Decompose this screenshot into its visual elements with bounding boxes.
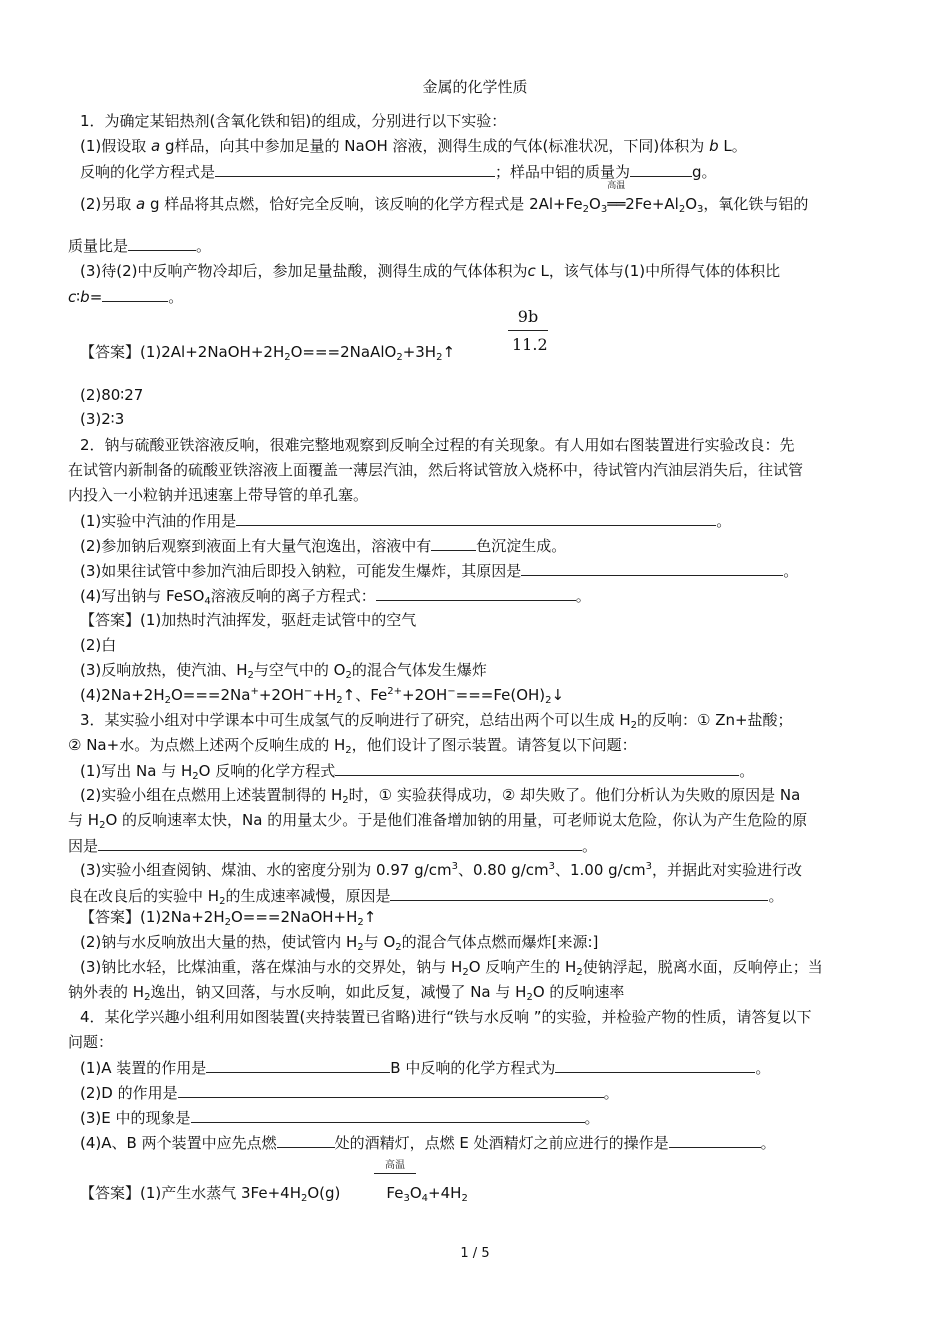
- q1-part1-line2: 反响的化学方程式是 ；样品中铝的质量为 g。: [80, 160, 717, 183]
- q3-part3-line2: 良在改良后的实验中 $H_2$的生成速率减慢，原因是 。: [68, 884, 783, 907]
- q1-stem: 1．为确定某铝热剂(含氧化铁和铝)的组成，分别进行以下实验：: [80, 112, 507, 130]
- q4-part3: (3)E 中的现象是 。: [80, 1106, 600, 1129]
- q3-part1: (1)写出 Na 与 $H_2O$ 反响的化学方程式 。: [80, 759, 754, 782]
- q3-answer-1: 【答案】$(1)2Na+2H_2O===2NaOH+H_2↑$: [80, 908, 377, 928]
- q4-part2: (2)D 的作用是 。: [80, 1081, 619, 1104]
- fraction-9b-over-11.2: 9b 11.2: [508, 307, 548, 354]
- q2-part1: (1)实验中汽油的作用是 。: [80, 509, 731, 532]
- answer-blank[interactable]: [335, 759, 739, 776]
- answer-blank[interactable]: [128, 234, 196, 251]
- answer-blank[interactable]: [102, 285, 168, 302]
- q1-part2-line2: 质量比是 。: [68, 234, 211, 257]
- answer-blank[interactable]: [431, 534, 476, 551]
- q3-answer-3-line2: 钠外表的 $H_2$逸出，钠又回落，与水反响，如此反复，减慢了 Na 与 $H_2O$ 的反响速率: [68, 983, 625, 1003]
- q4-answer-1: 【答案】(1)产生水蒸气 $3Fe+4H_2O(g)$ $Fe_3O_4+4H_2$: [80, 1184, 468, 1204]
- q1-part2: (2)另取 a g 样品将其点燃，恰好完全反响，该反响的化学方程式是 $2Al+Fe_2O_3$ 高温 $══2Fe+Al_2O_3$，氧化铁与铝的: [80, 181, 809, 215]
- q1-part1: (1)假设取 a g样品，向其中参加足量的 NaOH 溶液，测得生成的气体(标准状况，下同)体积为 b L。: [80, 137, 747, 155]
- q2-answer-4: $(4)2Na+2H_2O===2Na^++2OH^-+H_2↑$、$Fe^{2+}+2OH^-===Fe(OH)_2↓$: [80, 686, 565, 706]
- answer-blank[interactable]: [178, 1081, 604, 1098]
- answer-blank[interactable]: [277, 1131, 335, 1148]
- answer-blank[interactable]: [521, 559, 783, 576]
- q3-part2-line3: 因是 。: [68, 834, 597, 857]
- q1-answer-1: 【答案】$(1)2Al+2NaOH+2H_2O===2NaAlO_2+3H_2↑$: [80, 343, 456, 363]
- page-number: 1 / 5: [460, 1246, 490, 1261]
- q2-answer-2: (2)白: [80, 636, 117, 654]
- q1-answer-2: (2)80∶27: [80, 386, 144, 404]
- q1-answer-3: (3)2∶3: [80, 410, 125, 428]
- q3-part2: (2)实验小组在点燃用上述装置制得的 $H_2$时，① 实验获得成功，② 却失败了。他们分析认为失败的原因是 Na: [80, 786, 801, 806]
- q2-part4: (4)写出钠与 FeSO$_4$溶液反响的离子方程式： 。: [80, 584, 591, 607]
- answer-blank[interactable]: [236, 509, 716, 526]
- answer-blank[interactable]: [555, 1056, 755, 1073]
- answer-blank[interactable]: [630, 160, 692, 177]
- q3-part2-line2: 与 $H_2O$ 的反响速率太快，Na 的用量太少。于是他们准备增加钠的用量，可老师说太危险，你认为产生危险的原: [68, 811, 808, 831]
- q2-answer-1: 【答案】(1)加热时汽油挥发，驱赶走试管中的空气: [80, 611, 417, 629]
- reaction-condition: 高温 ══: [607, 181, 626, 213]
- q3-part3: (3)实验小组查阅钠、煤油、水的密度分别为 0.97 $g/cm^3$、0.80 $g/cm^3$、1.00 $g/cm^3$，并据此对实验进行改: [80, 861, 802, 879]
- q2-answer-3: (3)反响放热，使汽油、$H_2$与空气中的 $O_2$的混合气体发生爆炸: [80, 661, 487, 681]
- q2-stem-3: 内投入一小粒钠并迅速塞上带导管的单孔塞。: [68, 486, 369, 504]
- answer-blank[interactable]: [215, 160, 495, 177]
- q2-part2: (2)参加钠后观察到液面上有大量气泡逸出，溶液中有 色沉淀生成。: [80, 534, 566, 557]
- answer-blank[interactable]: [669, 1131, 761, 1148]
- q2-part3: (3)如果往试管中参加汽油后即投入钠粒，可能发生爆炸，其原因是 。: [80, 559, 798, 582]
- document-title: 金属的化学性质: [422, 78, 528, 96]
- q3-stem-2: ② Na+水。为点燃上述两个反响生成的 $H_2$，他们设计了图示装置。请答复以下问题：: [68, 736, 637, 756]
- answer-blank[interactable]: [376, 584, 576, 601]
- q1-part3-line2: c∶b= 。: [68, 285, 183, 308]
- answer-blank[interactable]: [390, 884, 768, 901]
- q1-part3: (3)待(2)中反响产物冷却后，参加足量盐酸，测得生成的气体体积为c L，该气体与(1)中所得气体的体积比: [80, 262, 781, 280]
- answer-blank[interactable]: [191, 1106, 585, 1123]
- q2-stem-2: 在试管内新制备的硫酸亚铁溶液上面覆盖一薄层汽油，然后将试管放入烧杯中，待试管内汽油层消失后，往试管: [68, 461, 804, 479]
- q3-stem-1: 3．某实验小组对中学课本中可生成氢气的反响进行了研究，总结出两个可以生成 $H_2$的反响：① Zn+盐酸；: [80, 711, 793, 731]
- q4-part1: (1)A 装置的作用是 B 中反响的化学方程式为 。: [80, 1056, 770, 1079]
- q4-stem-2: 问题：: [68, 1033, 114, 1051]
- q4-reaction-condition: 高温: [374, 1156, 416, 1174]
- q2-stem-1: 2．钠与硫酸亚铁溶液反响，很难完整地观察到反响全过程的有关现象。有人用如右图装置进行实验改良：先: [80, 436, 795, 454]
- q4-part4: (4)A、B 两个装置中应先点燃 处的酒精灯，点燃 E 处酒精灯之前应进行的操作是 。: [80, 1131, 776, 1154]
- q3-answer-2: (2)钠与水反响放出大量的热，使试管内 $H_2$与 $O_2$的混合气体点燃而爆炸[来源:]: [80, 933, 599, 953]
- q3-answer-3: (3)钠比水轻，比煤油重，落在煤油与水的交界处，钠与 $H_2O$ 反响产生的 $H_2$使钠浮起，脱离水面，反响停止；当: [80, 958, 823, 978]
- q4-stem-1: 4．某化学兴趣小组利用如图装置(夹持装置已省略)进行“铁与水反响 ”的实验，并检验产物的性质，请答复以下: [80, 1008, 812, 1026]
- answer-blank[interactable]: [206, 1056, 390, 1073]
- answer-blank[interactable]: [98, 834, 582, 851]
